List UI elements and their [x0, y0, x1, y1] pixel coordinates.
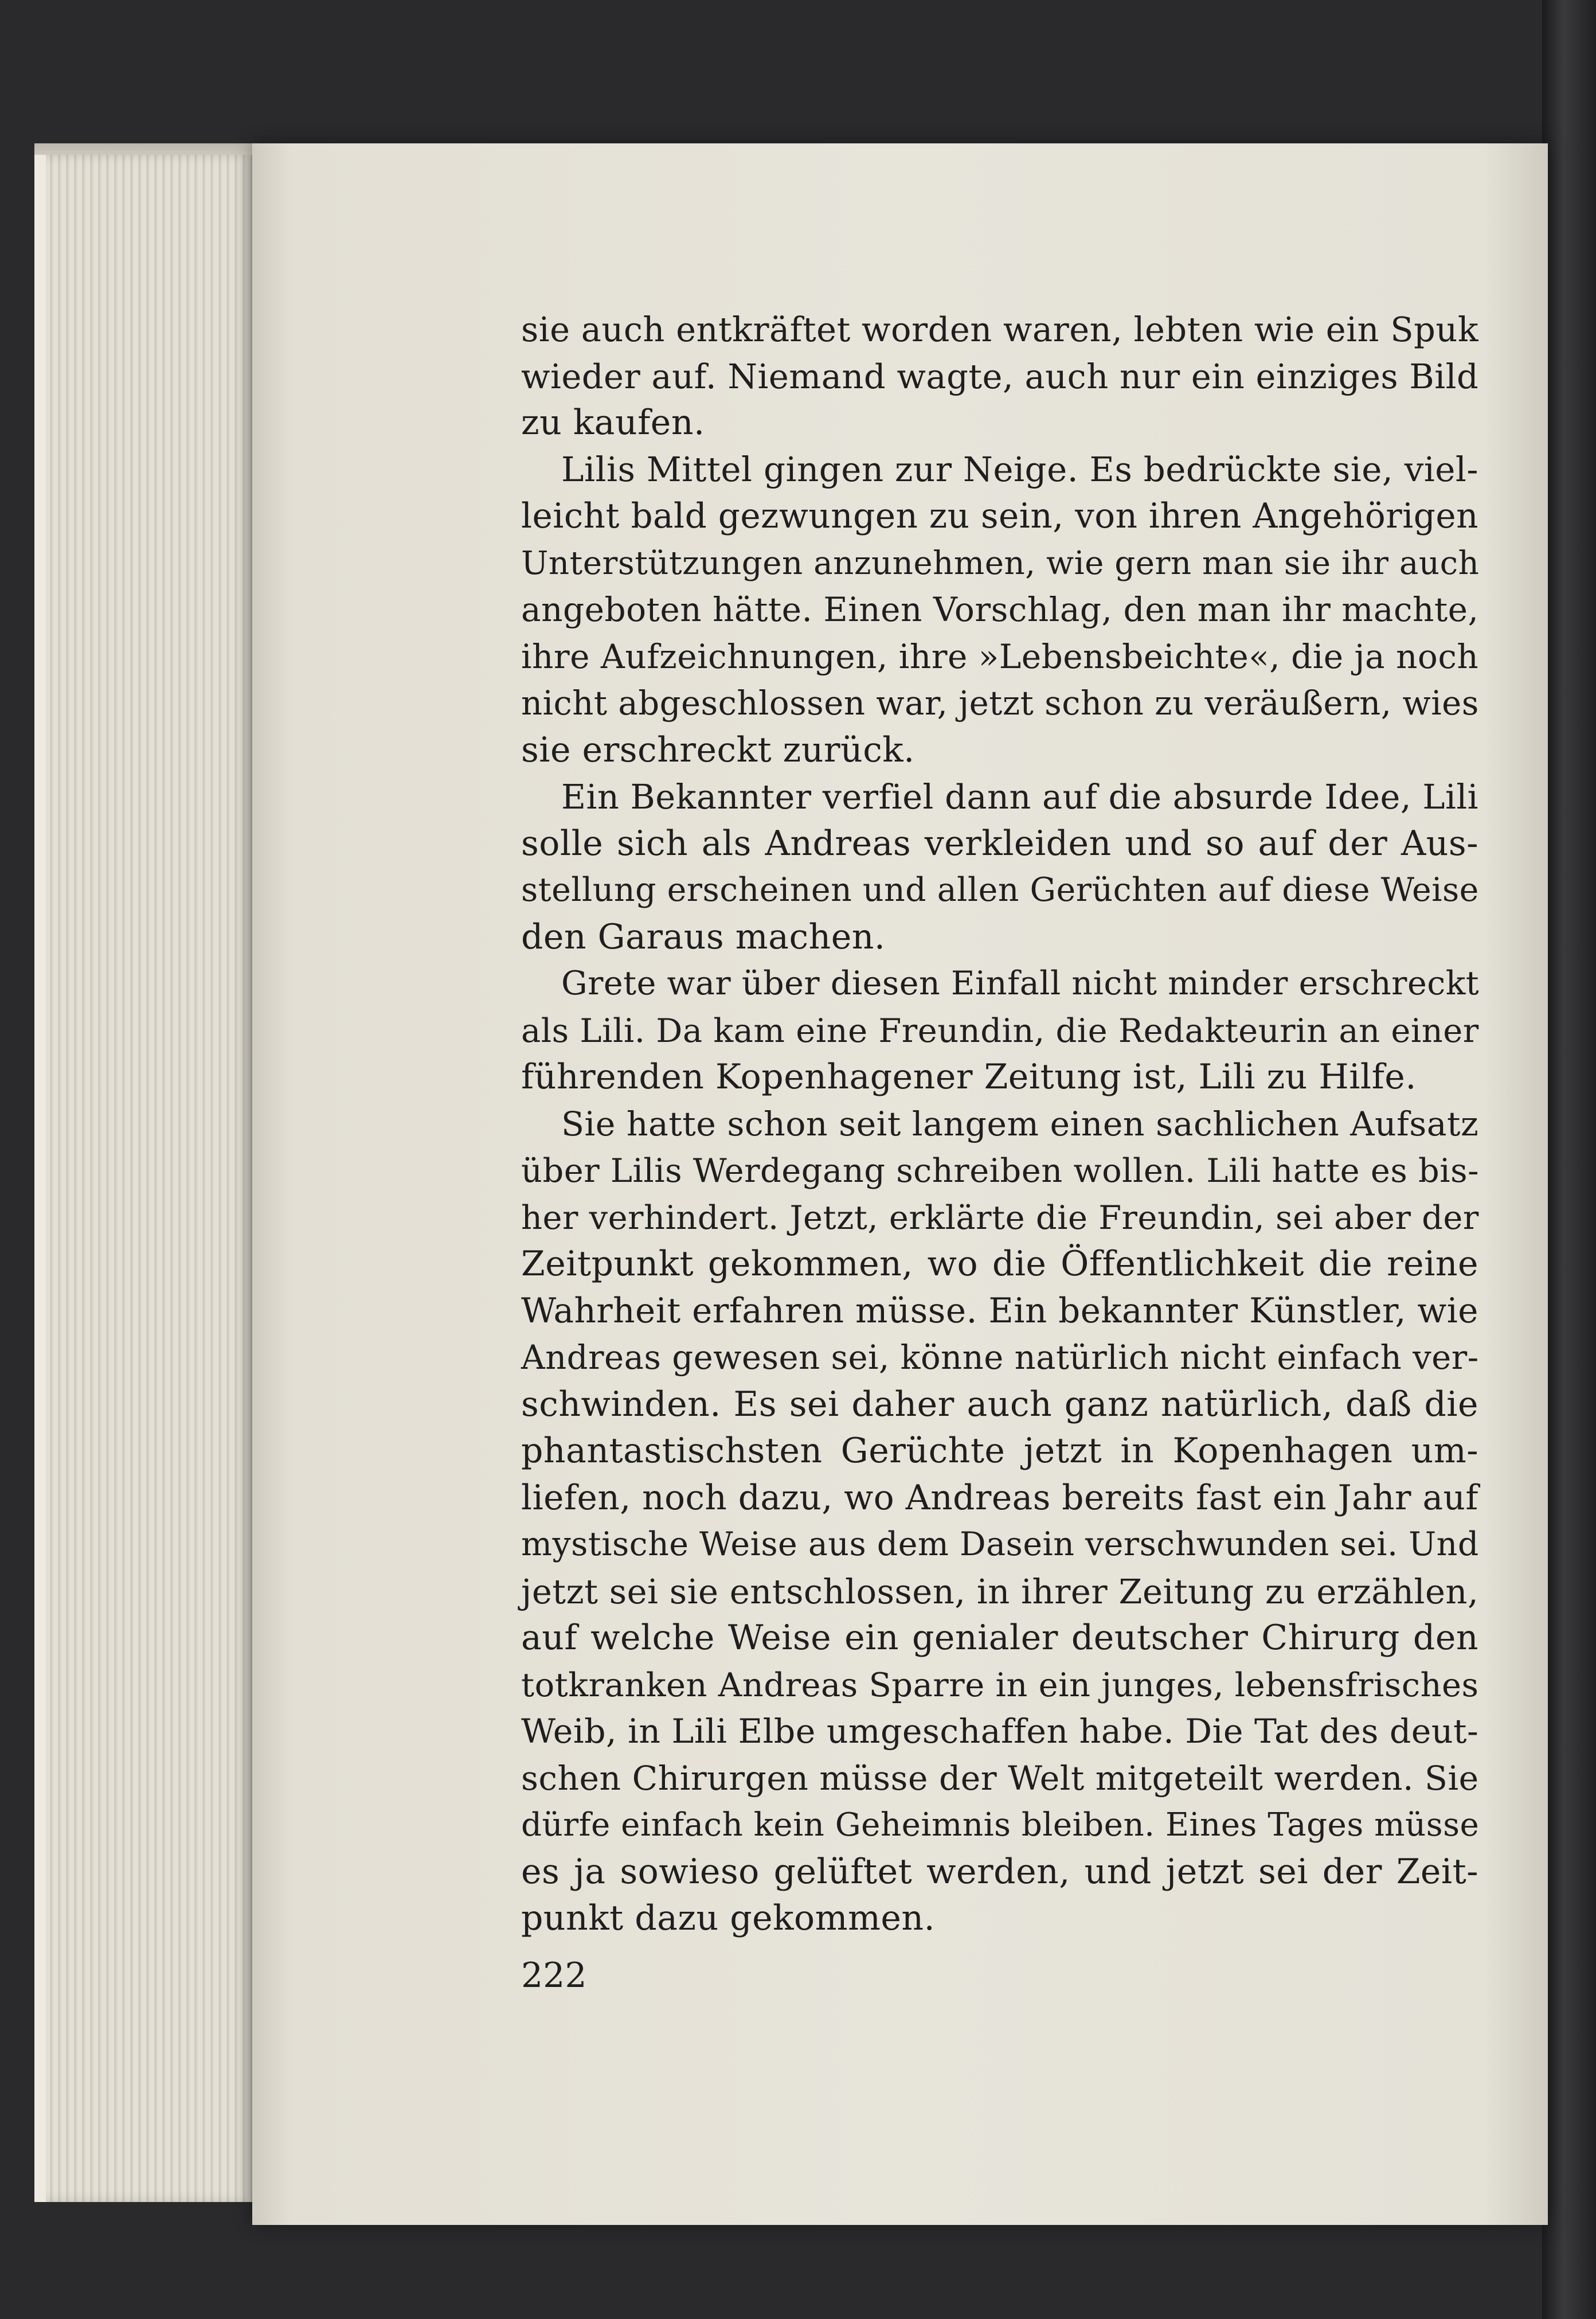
text-line: ihre Aufzeichnungen, ihre »Lebensbeichte«, die ja noch [521, 637, 1479, 676]
text-line: solle sich als Andreas verkleiden und so auf der Aus- [521, 823, 1478, 864]
text-line: nicht abgeschlossen war, jetzt schon zu veräußern, wies [521, 684, 1479, 723]
text-line: führenden Kopenhagener Zeitung ist, Lili zu Hilfe. [521, 1057, 1417, 1097]
text-line: den Garaus machen. [521, 916, 886, 957]
text-line: wieder auf. Niemand wagte, auch nur ein einziges Bild [521, 356, 1479, 396]
text-line: Sie hatte schon seit langem einen sachlichen Aufsatz [561, 1104, 1479, 1143]
text-line: Andreas gewesen sei, könne natürlich nicht einfach ver- [521, 1338, 1479, 1377]
text-line: punkt dazu gekommen. [521, 1898, 936, 1938]
text-line: über Lilis Werdegang schreiben wollen. Lili hatte es bis- [521, 1151, 1479, 1190]
paragraph [521, 774, 1478, 961]
page-number: 222 [521, 1955, 587, 1996]
text-line: stellung erscheinen und allen Gerüchten auf diese Weise [521, 871, 1479, 909]
body-text [521, 306, 1478, 1942]
text-line: phantastischsten Gerüchte jetzt in Kopenhagen um- [521, 1431, 1478, 1471]
paragraph [521, 1101, 1478, 1942]
text-line: her verhindert. Jetzt, erklärte die Freundin, sei aber der [521, 1198, 1479, 1237]
paragraph [521, 447, 1478, 774]
text-line: Ein Bekannter verfiel dann auf die absurde Idee, Lili [561, 777, 1478, 817]
paragraph [521, 306, 1478, 447]
text-line: dürfe einfach kein Geheimnis bleiben. Eines Tages müsse [521, 1806, 1480, 1844]
text-line: sie erschreckt zurück. [521, 729, 915, 770]
text-line: Lilis Mittel gingen zur Neige. Es bedrückte sie, viel- [561, 450, 1478, 490]
text-line: Zeitpunkt gekommen, wo die Öffentlichkeit die reine [521, 1244, 1478, 1284]
paragraph [521, 961, 1478, 1101]
text-line: liefen, noch dazu, wo Andreas bereits fast ein Jahr auf [521, 1478, 1478, 1518]
text-line: jetzt sei sie entschlossen, in ihrer Zeitung zu erzählen, [521, 1571, 1479, 1611]
text-line: mystische Weise aus dem Dasein verschwunden sei. Und [521, 1525, 1479, 1563]
page-edges [34, 155, 252, 2202]
book [34, 143, 1548, 2225]
text-line: angeboten hätte. Einen Vorschlag, den man ihr machte, [521, 590, 1479, 629]
book-page [252, 143, 1548, 2225]
background-right [1542, 0, 1596, 2319]
text-line: es ja sowieso gelüftet werden, und jetzt sei der Zeit- [521, 1851, 1478, 1892]
text-line: Unterstützungen anzunehmen, wie gern man sie ihr auch [521, 544, 1480, 582]
text-line: Weib, in Lili Elbe umgeschaffen habe. Die Tat des deut- [521, 1712, 1479, 1751]
text-line: totkranken Andreas Sparre in ein junges, lebensfrisches [521, 1665, 1479, 1704]
text-line: schen Chirurgen müsse der Welt mitgeteilt werden. Sie [521, 1758, 1479, 1798]
text-line: auf welche Weise ein genialer deutscher Chirurg den [521, 1618, 1478, 1658]
text-line: schwinden. Es sei daher auch ganz natürlich, daß die [521, 1384, 1478, 1424]
text-line: leicht bald gezwungen zu sein, von ihren Angehörigen [521, 497, 1478, 536]
text-line: Grete war über diesen Einfall nicht minder erschreckt [561, 965, 1480, 1002]
text-line: zu kaufen. [521, 403, 705, 443]
text-line: als Lili. Da kam eine Freundin, die Redakteurin an einer [521, 1011, 1479, 1050]
text-line: sie auch entkräftet worden waren, lebten wie ein Spuk [521, 310, 1479, 349]
text-line: Wahrheit erfahren müsse. Ein bekannter Künstler, wie [521, 1291, 1478, 1331]
